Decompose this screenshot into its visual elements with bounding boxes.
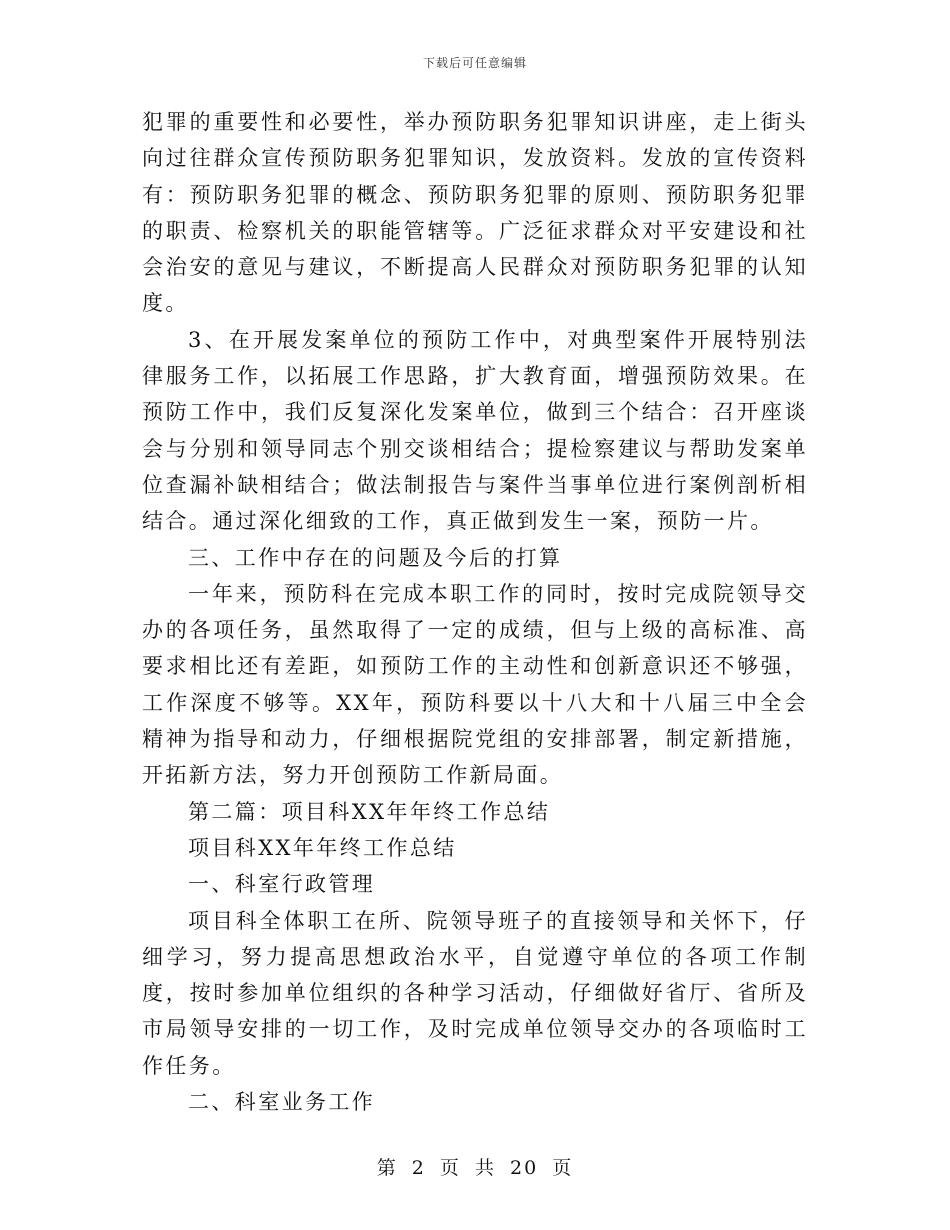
- section-heading-1: 一、科室行政管理: [188, 872, 376, 897]
- paragraph-8: 项目科全体职工在所、院领导班子的直接领导和关怀下，仔细学习，努力提高思想政治水平，自觉遵守单位的各项工作制度，按时参加单位组织的各种学习活动，仔细做好省厅、省所及市局领导安排的一切工作，及时完成单位领导交办的各项临时工作任务。: [142, 908, 808, 1078]
- document-body: [142, 104, 808, 1120]
- paragraph-1: 犯罪的重要性和必要性，举办预防职务犯罪知识讲座，走上街头向过往群众宣传预防职务犯罪知识，发放资料。发放的宣传资料有：预防职务犯罪的概念、预防职务犯罪的原则、预防职务犯罪的职责、检察机关的职能管辖等。广泛征求群众对平安建设和社会治安的意见与建议，不断提高人民群众对预防职务犯罪的认知度。: [142, 110, 808, 316]
- paragraph-2: 3、在开展发案单位的预防工作中，对典型案件开展特别法律服务工作，以拓展工作思路，扩大教育面，增强预防效果。在预防工作中，我们反复深化发案单位，做到三个结合：召开座谈会与分别和领导同志个别交谈相结合；提检察建议与帮助发案单位查漏补缺相结合；做法制报告与案件当事单位进行案例剖析相结合。通过深化细致的工作，真正做到发生一案，预防一片。: [142, 327, 808, 534]
- page-number: 第 2 页 共 20 页: [376, 1157, 574, 1179]
- chapter-heading: 第二篇：项目科XX年年终工作总结: [188, 799, 551, 824]
- header-note: 下载后可任意编辑: [422, 56, 527, 70]
- section-heading-3: 三、工作中存在的问题及今后的打算: [188, 545, 563, 570]
- section-heading-2: 二、科室业务工作: [188, 1090, 376, 1115]
- paragraph-4: 一年来，预防科在完成本职工作的同时，按时完成院领导交办的各项任务，虽然取得了一定的成绩，但与上级的高标准、高要求相比还有差距，如预防工作的主动性和创新意识还不够强，工作深度不够等。XX年，预防科要以十八大和十八届三中全会精神为指导和动力，仔细根据院党组的安排部署，制定新措施，开拓新方法，努力开创预防工作新局面。: [142, 581, 808, 788]
- document-title: 项目科XX年年终工作总结: [188, 835, 457, 860]
